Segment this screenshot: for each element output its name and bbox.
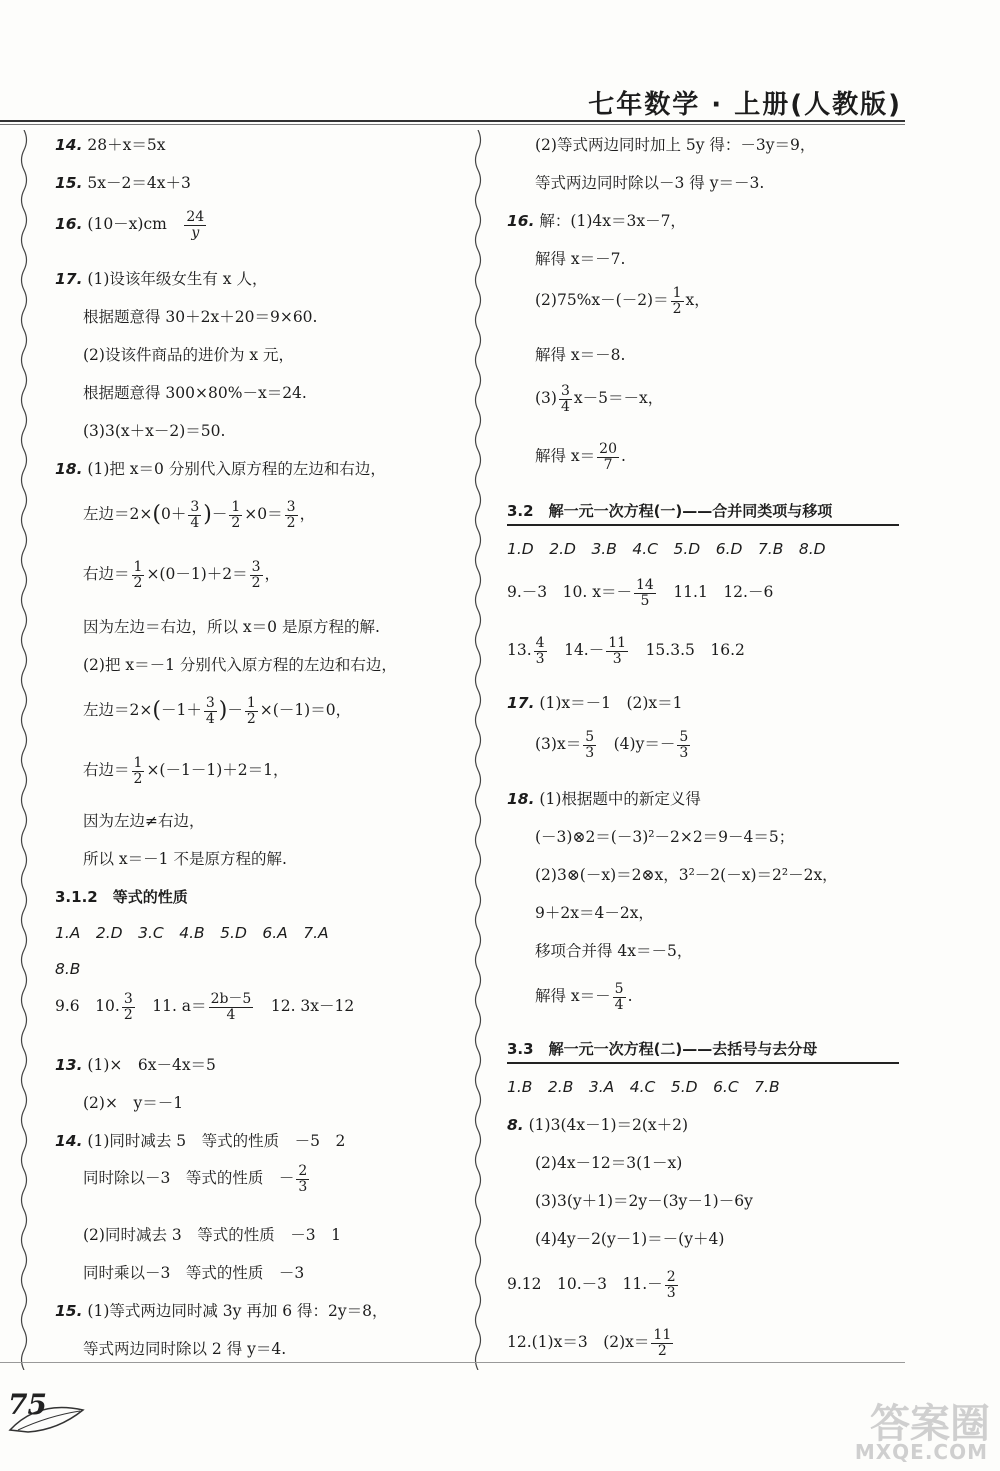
watermark-url: MXQE.COM (854, 1440, 988, 1464)
answer-14: 14. 28＋x＝5x (55, 136, 166, 154)
answer-18-2-conclusion: 所以 x＝－1 不是原方程的解. (83, 850, 287, 868)
answer-17-3-4: (3)x＝ $\frac{5}{3}$ (4)y＝－ $\frac{5}{3}$ (535, 729, 689, 761)
answers-1-8: 1.D 2.D 3.B 4.C 5.D 6.D 7.B 8.D (507, 540, 826, 558)
section-rule-2 (507, 1062, 899, 1064)
answer-18-1-right: 18. (1)根据题中的新定义得 (507, 790, 701, 808)
section-heading-3-1-2: 3.1.2 等式的性质 (55, 888, 188, 906)
answer-14-1b: 同时除以－3 等式的性质 － $\frac{2}{3}$ (83, 1163, 308, 1195)
answer-8-4: (4)4y－2(y－1)＝－(y＋4) (535, 1230, 725, 1248)
answers-1-7-sec33: 1.B 2.B 3.A 4.C 5.D 6.C 7.B (507, 1078, 780, 1096)
answer-16-3: (3) $\frac{3}{4}$ x－5＝－x， (535, 383, 664, 415)
left-wavy-border (18, 130, 30, 1370)
answer-16: 16. (10－x)cm $\frac{24}{y}$ (55, 209, 205, 241)
answer-8-1: 8. (1)3(4x－1)＝2(x＋2) (507, 1116, 689, 1134)
answer-14-1: 14. (1)同时减去 5 等式的性质 －5 2 (55, 1132, 346, 1150)
answer-18-2: (2)把 x＝－1 分别代入原方程的左边和右边， (83, 656, 397, 674)
answers-9-12: 9.－3 10. x＝－ $\frac{14}{5}$ 11.1 12.－6 (507, 577, 774, 609)
answer-18-right-side: 右边＝ $\frac{1}{2}$ ×(0－1)＋2＝ $\frac{3}{2}$ ， (83, 559, 281, 591)
answers-9-11: 9.12 10.－3 11.－ $\frac{2}{3}$ (507, 1269, 676, 1301)
answer-18-2-right: (2)3⊗(－x)＝2⊗x，3²－2(－x)＝2²－2x， (535, 866, 838, 884)
book-title: 七年数学 · 上册(人教版) (588, 90, 902, 120)
watermark-logo: 答案圈 (870, 1401, 990, 1447)
answers-13-16: 13. $\frac{4}{3}$ 14.－ $\frac{11}{3}$ 15.3.5 16.2 (507, 635, 745, 667)
page-header (0, 0, 1000, 130)
section-heading-3-2: 3.2 解一元一次方程(一)——合并同类项与移项 (507, 502, 833, 520)
answer-18-2-right-side: 右边＝ $\frac{1}{2}$ ×(－1－1)＋2＝1， (83, 755, 289, 787)
answer-16-2-solution: 解得 x＝－8. (535, 346, 626, 364)
answers-1-7: 1.A 2.D 3.C 4.B 5.D 6.A 7.A (55, 924, 329, 942)
center-wavy-divider (472, 130, 484, 1370)
answer-17-3: (3)3(x＋x－2)＝50. (83, 422, 226, 440)
section-rule (507, 524, 899, 526)
answer-13-1: 13. (1)× 6x－4x＝5 (55, 1056, 216, 1074)
answer-17-1-2: 17. (1)x＝－1 (2)x＝1 (507, 694, 683, 712)
answer-18-solution: 解得 x＝－ $\frac{5}{4}$ . (535, 981, 633, 1013)
header-rule-thin (0, 124, 905, 125)
answer-18-2-because: 因为左边≠右边， (83, 812, 205, 830)
answer-16-2: (2)75%x－(－2)＝ $\frac{1}{2}$ x， (535, 285, 710, 317)
answers-9-12: 9.6 10. $\frac{3}{2}$ 11. a＝ $\frac{2b-5}{4}$ 12. 3x－12 (55, 991, 355, 1023)
answer-18-eq: 9＋2x＝4－2x， (535, 904, 654, 922)
answer-17-2: (2)设该件商品的进价为 x 元， (83, 346, 295, 364)
answer-8: 8.B (55, 960, 81, 978)
answer-16-1-solution: 解得 x＝－7. (535, 250, 626, 268)
answer-15-1: 15. (1)等式两边同时减 3y 再加 6 得：2y＝8， (55, 1302, 388, 1320)
answer-18-calc: (－3)⊗2＝(－3)²－2×2＝9－4＝5； (535, 828, 795, 846)
answer-14-2b: 同时乘以－3 等式的性质 －3 (83, 1264, 305, 1282)
answer-13-2: (2)× y＝－1 (83, 1094, 184, 1112)
answer-16-1: 16. 解：(1)4x＝3x－7， (507, 212, 686, 230)
answer-17-1-eq: 根据题意得 30＋2x＋20＝9×60. (83, 308, 318, 326)
answer-8-3: (3)3(y＋1)＝2y－(3y－1)－6y (535, 1192, 753, 1210)
answer-8-2: (2)4x－12＝3(1－x) (535, 1154, 683, 1172)
section-heading-3-3: 3.3 解一元一次方程(二)——去括号与去分母 (507, 1040, 818, 1058)
answer-16-3-solution: 解得 x＝ $\frac{20}{7}$ . (535, 441, 626, 473)
header-rule (0, 120, 905, 122)
answer-12: 12.(1)x＝3 (2)x＝ $\frac{11}{2}$ (507, 1327, 672, 1359)
fraction: $\frac{24}{y}$ (186, 209, 205, 241)
answer-18-combine: 移项合并得 4x＝－5， (535, 942, 693, 960)
answer-15: 15. 5x－2＝4x＋3 (55, 174, 191, 192)
answer-15-2: (2)等式两边同时加上 5y 得：－3y＝9， (535, 136, 816, 154)
page-number: 75 (8, 1388, 47, 1421)
answer-18-left-side: 左边＝2×(0＋ $\frac{3}{4}$ )－ $\frac{1}{2}$ ×0＝ $\frac{3}{2}$ ， (83, 499, 316, 531)
answer-15-1b: 等式两边同时除以 2 得 y＝4. (83, 1340, 287, 1358)
answer-18-2-left-side: 左边＝2×(－1＋ $\frac{3}{4}$ )－ $\frac{1}{2}$ ×(－1)＝0， (83, 695, 352, 727)
answer-14-2: (2)同时减去 3 等式的性质 －3 1 (83, 1226, 341, 1244)
footer-rule (0, 1362, 905, 1363)
answer-18-conclusion: 因为左边＝右边，所以 x＝0 是原方程的解. (83, 618, 380, 636)
answer-15-2b: 等式两边同时除以－3 得 y＝－3. (535, 174, 765, 192)
answer-17-2-eq: 根据题意得 300×80%－x＝24. (83, 384, 307, 402)
answer-18-1: 18. (1)把 x＝0 分别代入原方程的左边和右边， (55, 460, 386, 478)
answer-17-1: 17. (1)设该年级女生有 x 人， (55, 270, 268, 288)
